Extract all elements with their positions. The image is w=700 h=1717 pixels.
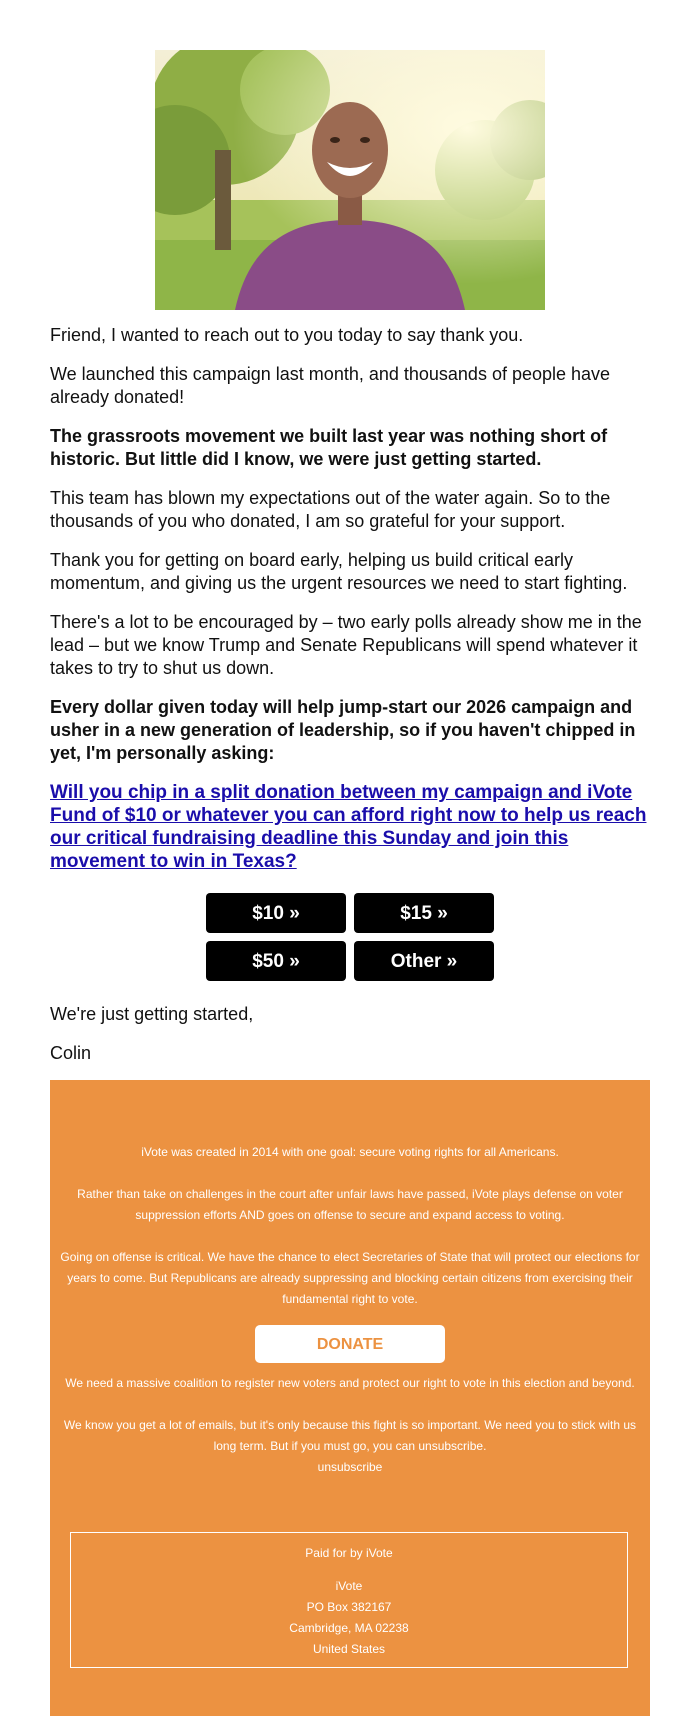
body-paragraph-3: This team has blown my expectations out of the water again. So to the thousands of you who donated, I am so grateful for your support. — [50, 488, 611, 531]
hero-photo-illustration — [155, 50, 545, 310]
footer-paragraph-3: Going on offense is critical. We have the chance to elect Secretaries of State that will protect our elections for years to come. But Republicans are already suppressing and blocking certain citizens from exercising their fundamental right to vote. — [60, 1250, 640, 1306]
body-paragraph-5: There's a lot to be encouraged by – two early polls already show me in the lead – but we know Trump and Senate Republicans will spend whatever it takes to try to shut us down. — [50, 612, 642, 678]
footer-paragraph-1: iVote was created in 2014 with one goal: secure voting rights for all Americans. — [141, 1145, 559, 1159]
footer-coalition-text: We need a massive coalition to register new voters and protect our right to vote in this election and beyond. — [65, 1376, 635, 1390]
paid-for-text: Paid for by iVote — [305, 1546, 393, 1560]
greeting-text: Friend, I wanted to reach out to you today to say thank you. — [50, 325, 524, 345]
donation-ask-link[interactable]: Will you chip in a split donation between my campaign and iVote Fund of $10 or whatever you can afford right now to help us reach our critical fundraising deadline this Sunday and join this movement to win in Texas? — [50, 782, 647, 872]
paid-for-box — [70, 1532, 628, 1668]
body-paragraph-1: We launched this campaign last month, and thousands of people have already donated! — [50, 364, 611, 407]
unsubscribe-link[interactable]: unsubscribe — [317, 1460, 383, 1474]
hero-photo — [155, 50, 545, 310]
footer-emails-note: We know you get a lot of emails, but it's only because this fight is so important. We need you to stick with us long term. But if you must go, you can unsubscribe. — [63, 1418, 637, 1453]
footer-paragraph-2: Rather than take on challenges in the court after unfair laws have passed, iVote plays defense on voter suppression efforts AND goes on offense to secure and expand access to voting. — [77, 1187, 623, 1222]
body-paragraph-6: Every dollar given today will help jump-start our 2026 campaign and usher in a new generation of leadership, so if you haven't chipped in yet, I'm personally asking: — [50, 697, 636, 763]
footer — [50, 1080, 650, 1716]
signoff-name: Colin — [50, 1043, 92, 1063]
address-city: Cambridge, MA 02238 — [289, 1621, 409, 1635]
signoff-line: We're just getting started, — [50, 1004, 254, 1024]
donate-15-button[interactable]: $15 » — [354, 893, 494, 933]
footer-donate-button[interactable]: DONATE — [255, 1325, 445, 1363]
donate-10-button[interactable]: $10 » — [206, 893, 346, 933]
email-body — [50, 324, 650, 1081]
body-paragraph-4: Thank you for getting on board early, helping us build critical early momentum, and giving us the urgent resources we need to start fighting. — [50, 550, 628, 593]
body-paragraph-2: The grassroots movement we built last year was nothing short of historic. But little did I know, we were just getting started. — [50, 426, 608, 469]
address-street: PO Box 382167 — [306, 1600, 392, 1614]
address-org: iVote — [335, 1579, 363, 1593]
donate-50-button[interactable]: $50 » — [206, 941, 346, 981]
signoff — [50, 1003, 650, 1065]
donation-button-grid — [50, 893, 650, 981]
donate-other-button[interactable]: Other » — [354, 941, 494, 981]
address-country: United States — [312, 1642, 386, 1656]
